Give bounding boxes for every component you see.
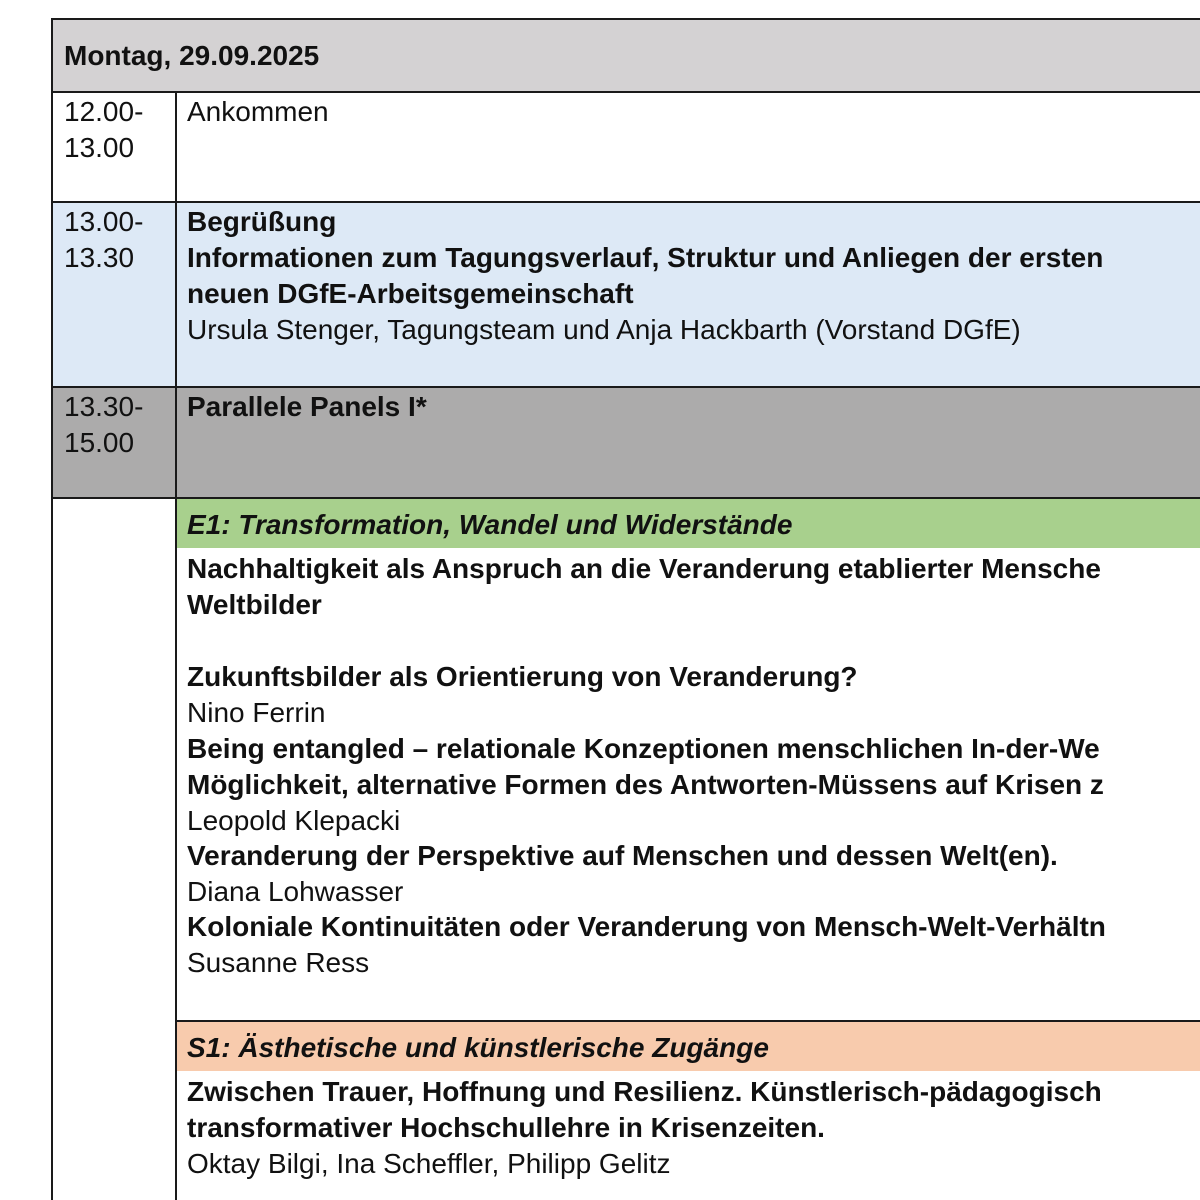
session-title: Ankommen xyxy=(187,96,329,127)
session-title: Begrüßung xyxy=(187,206,337,237)
row-divider xyxy=(51,201,1200,203)
talk-speaker: Oktay Bilgi, Ina Scheffler, Philipp Gelitz xyxy=(187,1148,671,1179)
time-start: 13.30- xyxy=(64,391,144,422)
panel-divider xyxy=(175,1020,1200,1022)
time-end: 13.00 xyxy=(64,132,135,163)
session-speakers: Ursula Stenger, Tagungsteam und Anja Hackbarth (Vorstand DGfE) xyxy=(187,314,1021,345)
talk-title: Zwischen Trauer, Hoffnung und Resilienz. Künstlerisch-pädagogisch xyxy=(187,1076,1102,1107)
time-end: 15.00 xyxy=(64,427,135,458)
panel-s1-heading: S1: Ästhetische und künstlerische Zugänge xyxy=(187,1032,769,1063)
talk-title: Veranderung der Perspektive auf Menschen und dessen Welt(en). xyxy=(187,840,1058,871)
talk-title: Nachhaltigkeit als Anspruch an die Veranderung etablierter Mensche xyxy=(187,553,1101,584)
time-column-divider xyxy=(175,91,177,1200)
talk-title: Koloniale Kontinuitäten oder Veranderung von Mensch-Welt-Verhältn xyxy=(187,911,1106,942)
talk-title: transformativer Hochschullehre in Krisenzeiten. xyxy=(187,1112,825,1143)
talk-title: Möglichkeit, alternative Formen des Antworten-Müssens auf Krisen z xyxy=(187,769,1104,800)
row-divider xyxy=(51,497,1200,499)
talk-speaker: Nino Ferrin xyxy=(187,697,326,728)
talk-speaker: Leopold Klepacki xyxy=(187,805,401,836)
session-title: Parallele Panels I* xyxy=(187,391,427,422)
row-divider xyxy=(51,91,1200,93)
time-start: 12.00- xyxy=(64,96,144,127)
time-start: 13.00- xyxy=(64,206,144,237)
row-divider xyxy=(51,386,1200,388)
session-subtitle: Informationen zum Tagungsverlauf, Struktur und Anliegen der ersten xyxy=(187,242,1104,273)
talk-speaker: Susanne Ress xyxy=(187,947,370,978)
table-border-top xyxy=(51,18,1200,20)
day-header-title: Montag, 29.09.2025 xyxy=(64,40,320,71)
table-border-left xyxy=(51,18,53,1200)
talk-speaker: Diana Lohwasser xyxy=(187,876,404,907)
session-subtitle: neuen DGfE-Arbeitsgemeinschaft xyxy=(187,278,634,309)
talk-title: Weltbilder xyxy=(187,589,322,620)
panel-e1-heading: E1: Transformation, Wandel und Widerstände xyxy=(187,509,793,540)
talk-title: Zukunftsbilder als Orientierung von Veranderung? xyxy=(187,661,858,692)
talk-title: Being entangled – relationale Konzeptionen menschlichen In-der-We xyxy=(187,733,1100,764)
time-end: 13.30 xyxy=(64,242,135,273)
